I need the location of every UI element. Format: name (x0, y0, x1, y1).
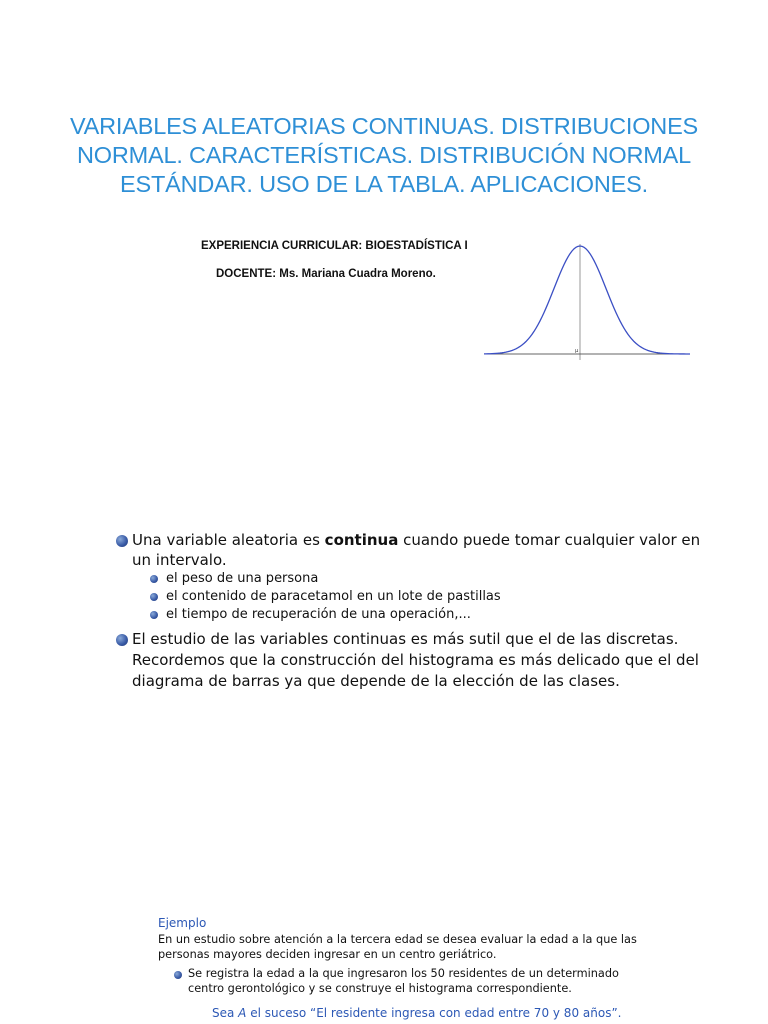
bullet-icon (116, 634, 128, 646)
slide-title (30, 112, 738, 199)
subtlety-line-1: El estudio de las variables continuas es más sutil que el de las discretas. (132, 630, 679, 648)
definition-text-start: Una variable aleatoria es (132, 531, 325, 549)
example-item-1: el peso de una persona (166, 571, 319, 586)
definition-line-2: un intervalo. (132, 551, 227, 569)
curriculum-label: EXPERIENCIA CURRICULAR: BIOESTADÍSTICA I (201, 240, 468, 252)
example-slide (0, 910, 768, 1024)
definition-text-end: cuando puede tomar cualquier valor en (398, 531, 701, 549)
title-line-1: VARIABLES ALEATORIAS CONTINUAS. DISTRIBUCIONES (69, 113, 699, 139)
example-item-3: el tiempo de recuperación de una operación,... (166, 607, 471, 622)
bullet-icon (116, 535, 128, 547)
normal-curve-illustration (484, 236, 690, 366)
subtlety-line-3: diagrama de barras ya que depende de la elección de las clases. (132, 672, 620, 690)
bell-curve-path (484, 246, 690, 354)
definition-slide (0, 520, 768, 720)
sub-bullet-icon (150, 575, 158, 583)
event-variable: A (238, 1006, 247, 1020)
title-line-3: ESTÁNDAR. USO DE LA TABLA. APLICACIONES. (120, 171, 648, 197)
sub-bullet-icon (150, 593, 158, 601)
subtlety-line-2: Recordemos que la construcción del histograma es más delicado que el del (132, 651, 699, 669)
example-bullet-line-2: centro gerontológico y se construye el histograma correspondiente. (188, 982, 572, 995)
curve-mu-label: μ (575, 348, 579, 354)
example-intro-line-2: personas mayores deciden ingresar en un centro geriátrico. (158, 948, 497, 961)
event-text-end: el suceso “El residente ingresa con edad entre 70 y 80 años”. (246, 1006, 622, 1020)
example-heading: Ejemplo (158, 916, 207, 930)
title-slide (0, 0, 768, 480)
example-item-2: el contenido de paracetamol en un lote de pastillas (166, 589, 501, 604)
continuous-definition (132, 530, 700, 551)
sub-bullet-icon (174, 971, 182, 979)
example-bullet-line-1: Se registra la edad a la que ingresaron los 50 residentes de un determinado (188, 967, 619, 980)
title-line-2: NORMAL. CARACTERÍSTICAS. DISTRIBUCIÓN NORMAL (76, 142, 692, 168)
sub-bullet-icon (150, 611, 158, 619)
teacher-label: DOCENTE: Ms. Mariana Cuadra Moreno. (216, 268, 436, 280)
event-text-start: Sea (212, 1006, 239, 1020)
example-event-statement (212, 1006, 621, 1020)
definition-bold-term: continua (324, 531, 399, 549)
example-intro-line-1: En un estudio sobre atención a la tercera edad se desea evaluar la edad a la que las (158, 933, 637, 946)
